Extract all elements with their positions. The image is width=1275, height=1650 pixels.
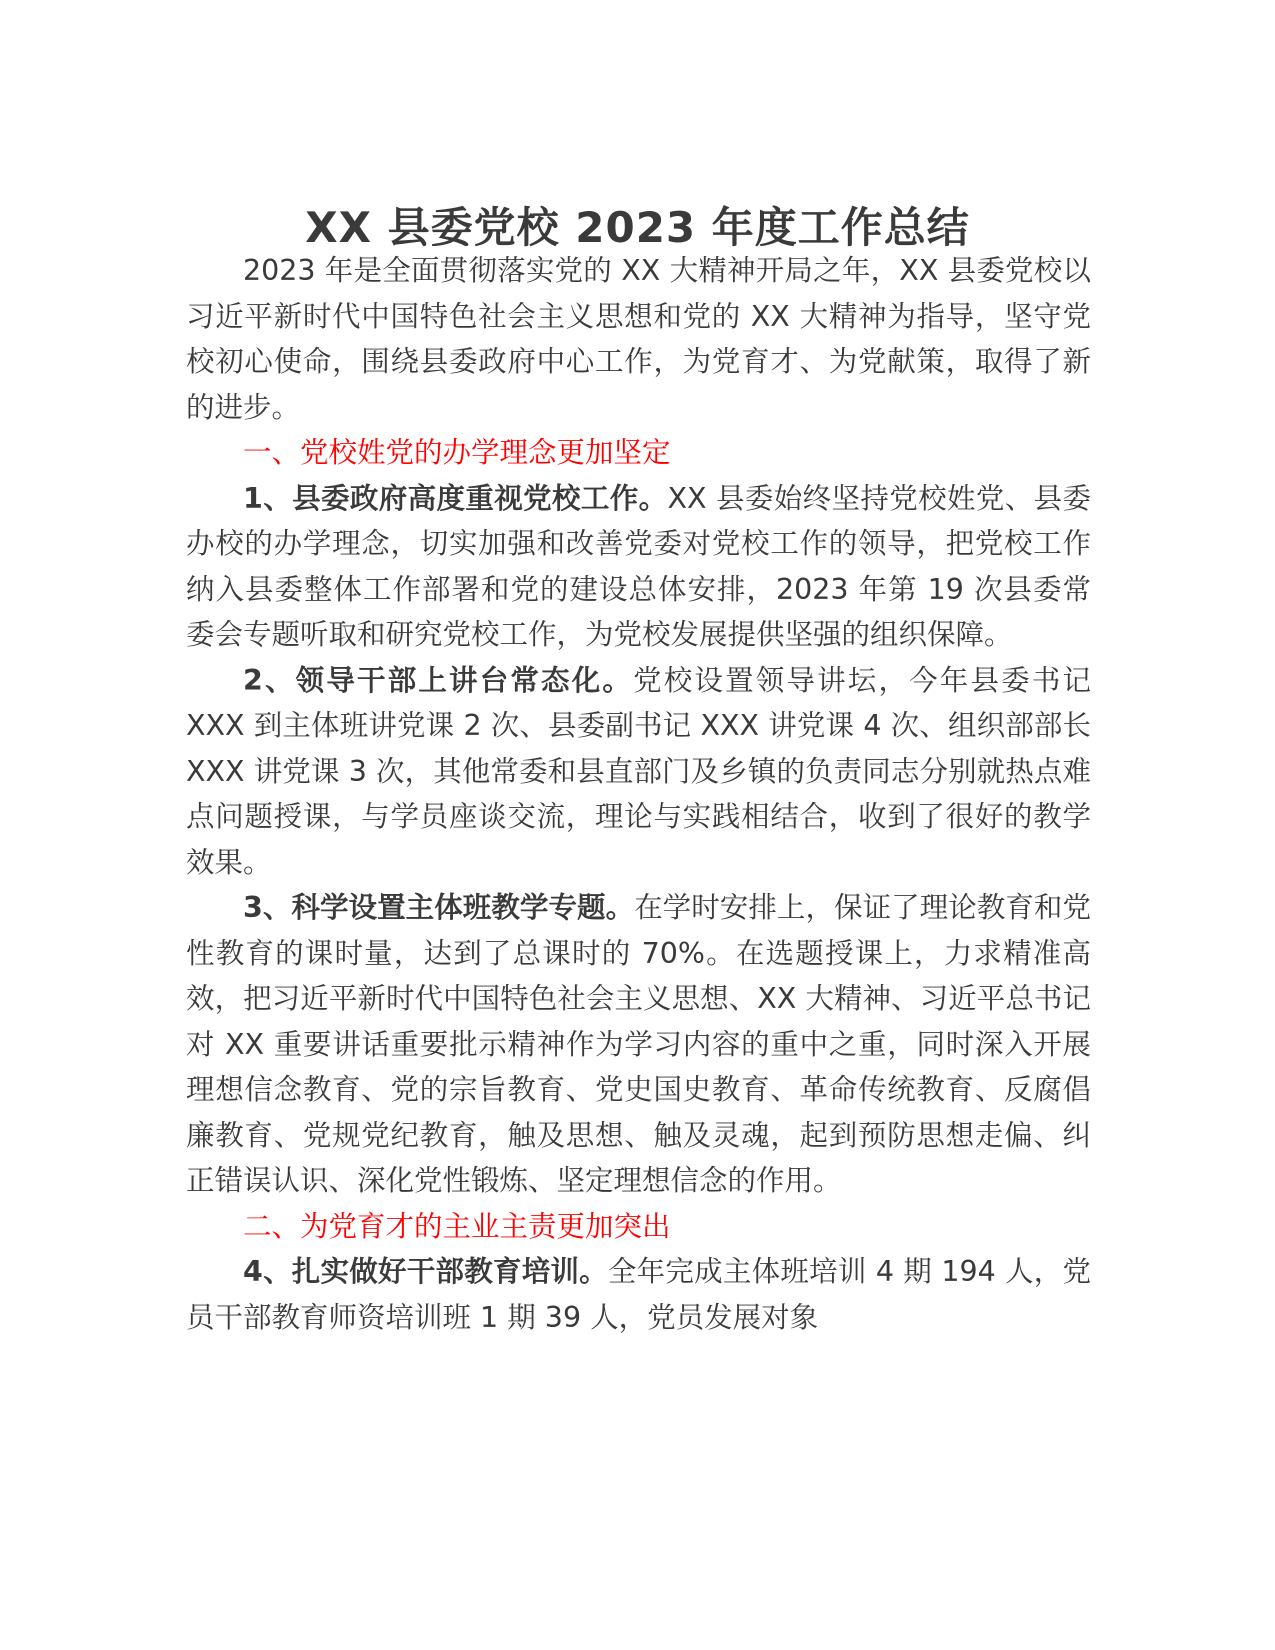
- item-paragraph-1: [186, 476, 1091, 658]
- item-paragraph-4: [186, 1249, 1091, 1340]
- item-text-3: 在学时安排上，保证了理论教育和党性教育的课时量，达到了总课时的 70%。在选题授课上，力求精准高效，把习近平新时代中国特色社会主义思想、XX 大精神、习近平总书记对 XX 重要讲话重要批示精神作为学习内容的重中之重，同时深入开展理想信念教育、党的宗旨教育、党史国史教育、革命传统教育、反腐倡廉教育、党规党纪教育，触及思想、触及灵魂，起到预防思想走偏、纠正错误认识、深化党性锻炼、坚定理想信念的作用。: [186, 891, 1091, 1197]
- item-paragraph-3: [186, 885, 1091, 1204]
- document-body: [186, 248, 1091, 1340]
- item-lead-4: 4、扎实做好干部教育培训。: [243, 1255, 608, 1288]
- item-text-2: 党校设置领导讲坛，今年县委书记 XXX 到主体班讲党课 2 次、县委副书记 XXX 讲党课 4 次、组织部部长 XXX 讲党课 3 次，其他常委和县直部门及乡镇的负责同志分别就热点难点问题授课，与学员座谈交流，理论与实践相结合，收到了很好的教学效果。: [186, 663, 1091, 879]
- section-heading-2: 二、为党育才的主业主责更加突出: [243, 1209, 671, 1243]
- item-text-4: 全年完成主体班培训 4 期 194 人，党员干部教育师资培训班 1 期 39 人，党员发展对象: [186, 1255, 1091, 1334]
- item-lead-2: 2、领导干部上讲台常态化。: [243, 663, 634, 697]
- item-paragraph-2: [186, 658, 1091, 886]
- item-lead-1: 1、县委政府高度重视党校工作。: [243, 481, 668, 515]
- item-text-1: XX 县委始终坚持党校姓党、县委办校的办学理念，切实加强和改善党委对党校工作的领导，把党校工作纳入县委整体工作部署和党的建设总体安排，2023 年第 19 次县委常委会专题听取和研究党校工作，为党校发展提供坚强的组织保障。: [186, 481, 1091, 651]
- section-heading-1: 一、党校姓党的办学理念更加坚定: [243, 436, 671, 469]
- document-title: XX 县委党校 2023 年度工作总结: [305, 203, 970, 253]
- intro-paragraph: 2023 年是全面贯彻落实党的 XX 大精神开局之年，XX 县委党校以习近平新时代中国特色社会主义思想和党的 XX 大精神为指导，坚守党校初心使命，围绕县委政府中心工作，为党育才、为党献策，取得了新的进步。: [186, 254, 1091, 424]
- item-lead-3: 3、科学设置主体班教学专题。: [243, 891, 635, 924]
